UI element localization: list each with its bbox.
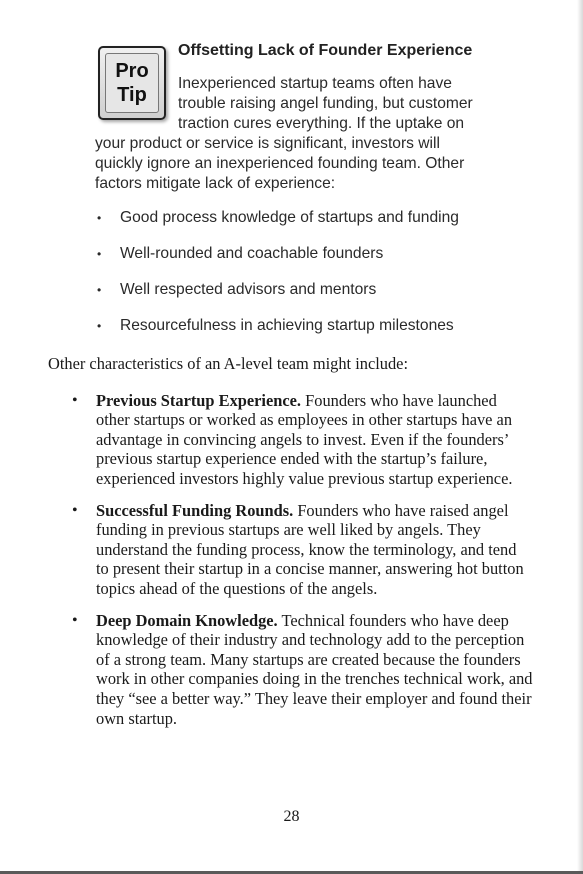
item-text: Founders who have launched other startups or worked as employees in other startups have an advantage in convincing angels to invest. Even if the founders’ previous startup experience ended with the startup’s failure, experienced investors highly value previous startup experience. (96, 390, 513, 488)
bullet-icon: • (72, 501, 78, 519)
intro-paragraph: Other characteristics of an A-level team might include: (48, 354, 409, 373)
list-item (48, 501, 533, 599)
bullet-icon: • (97, 283, 102, 297)
bullet-icon: • (97, 211, 102, 225)
item-text: Technical founders who have deep knowledge of their industry and technology add to the perception of a strong team. Many startups are created because the founders work in other companies doing in the trenches technical work, and they “see a better way.” They leave their employer and found their own startup. (96, 610, 533, 728)
pro-tip-title: Offsetting Lack of Founder Experience (178, 42, 473, 59)
pro-tip-list-item-text: Well-rounded and coachable founders (120, 245, 384, 262)
pro-tip-badge-face (105, 53, 159, 113)
item-term: Deep Domain Knowledge. (96, 610, 278, 630)
bullet-icon: • (72, 611, 78, 629)
main-text (48, 354, 533, 740)
characteristics-list (48, 391, 533, 729)
pro-tip-badge-line-2: Tip (117, 84, 147, 106)
pro-tip-list-item-text: Resourcefulness in achieving startup milestones (120, 317, 454, 334)
item-term: Previous Startup Experience. (96, 390, 302, 410)
page-edge-shadow (577, 0, 583, 874)
list-item (48, 391, 533, 489)
pro-tip-badge-line-1: Pro (115, 60, 149, 82)
pro-tip-text: Inexperienced startup teams often have trouble raising angel funding, but customer traction cures everything. If the uptake on your product or service is significant, investors will quickly ignore an inexperienced founding team. Other factors mitigate lack of experience: (95, 75, 473, 192)
page-number: 28 (283, 808, 300, 825)
pro-tip-list (95, 208, 485, 336)
list-item (48, 611, 533, 729)
item-text: Founders who have raised angel funding in previous startups are well liked by angels. They understand the funding process, know the terminology, and tend to present their startup in a concise manner, answering hot button topics ahead of the questions of the angels. (96, 500, 524, 598)
pro-tip-list-item (95, 316, 485, 336)
pro-tip-box (95, 40, 485, 352)
pro-tip-list-item (95, 208, 485, 228)
pro-tip-list-item-text: Good process knowledge of startups and funding (120, 209, 459, 226)
bullet-icon: • (97, 319, 102, 333)
pro-tip-list-item (95, 280, 485, 300)
bullet-icon: • (97, 247, 102, 261)
pro-tip-badge (98, 46, 166, 120)
item-term: Successful Funding Rounds. (96, 500, 294, 520)
pro-tip-list-item (95, 244, 485, 264)
bullet-icon: • (72, 391, 78, 409)
pro-tip-list-item-text: Well respected advisors and mentors (120, 281, 377, 298)
